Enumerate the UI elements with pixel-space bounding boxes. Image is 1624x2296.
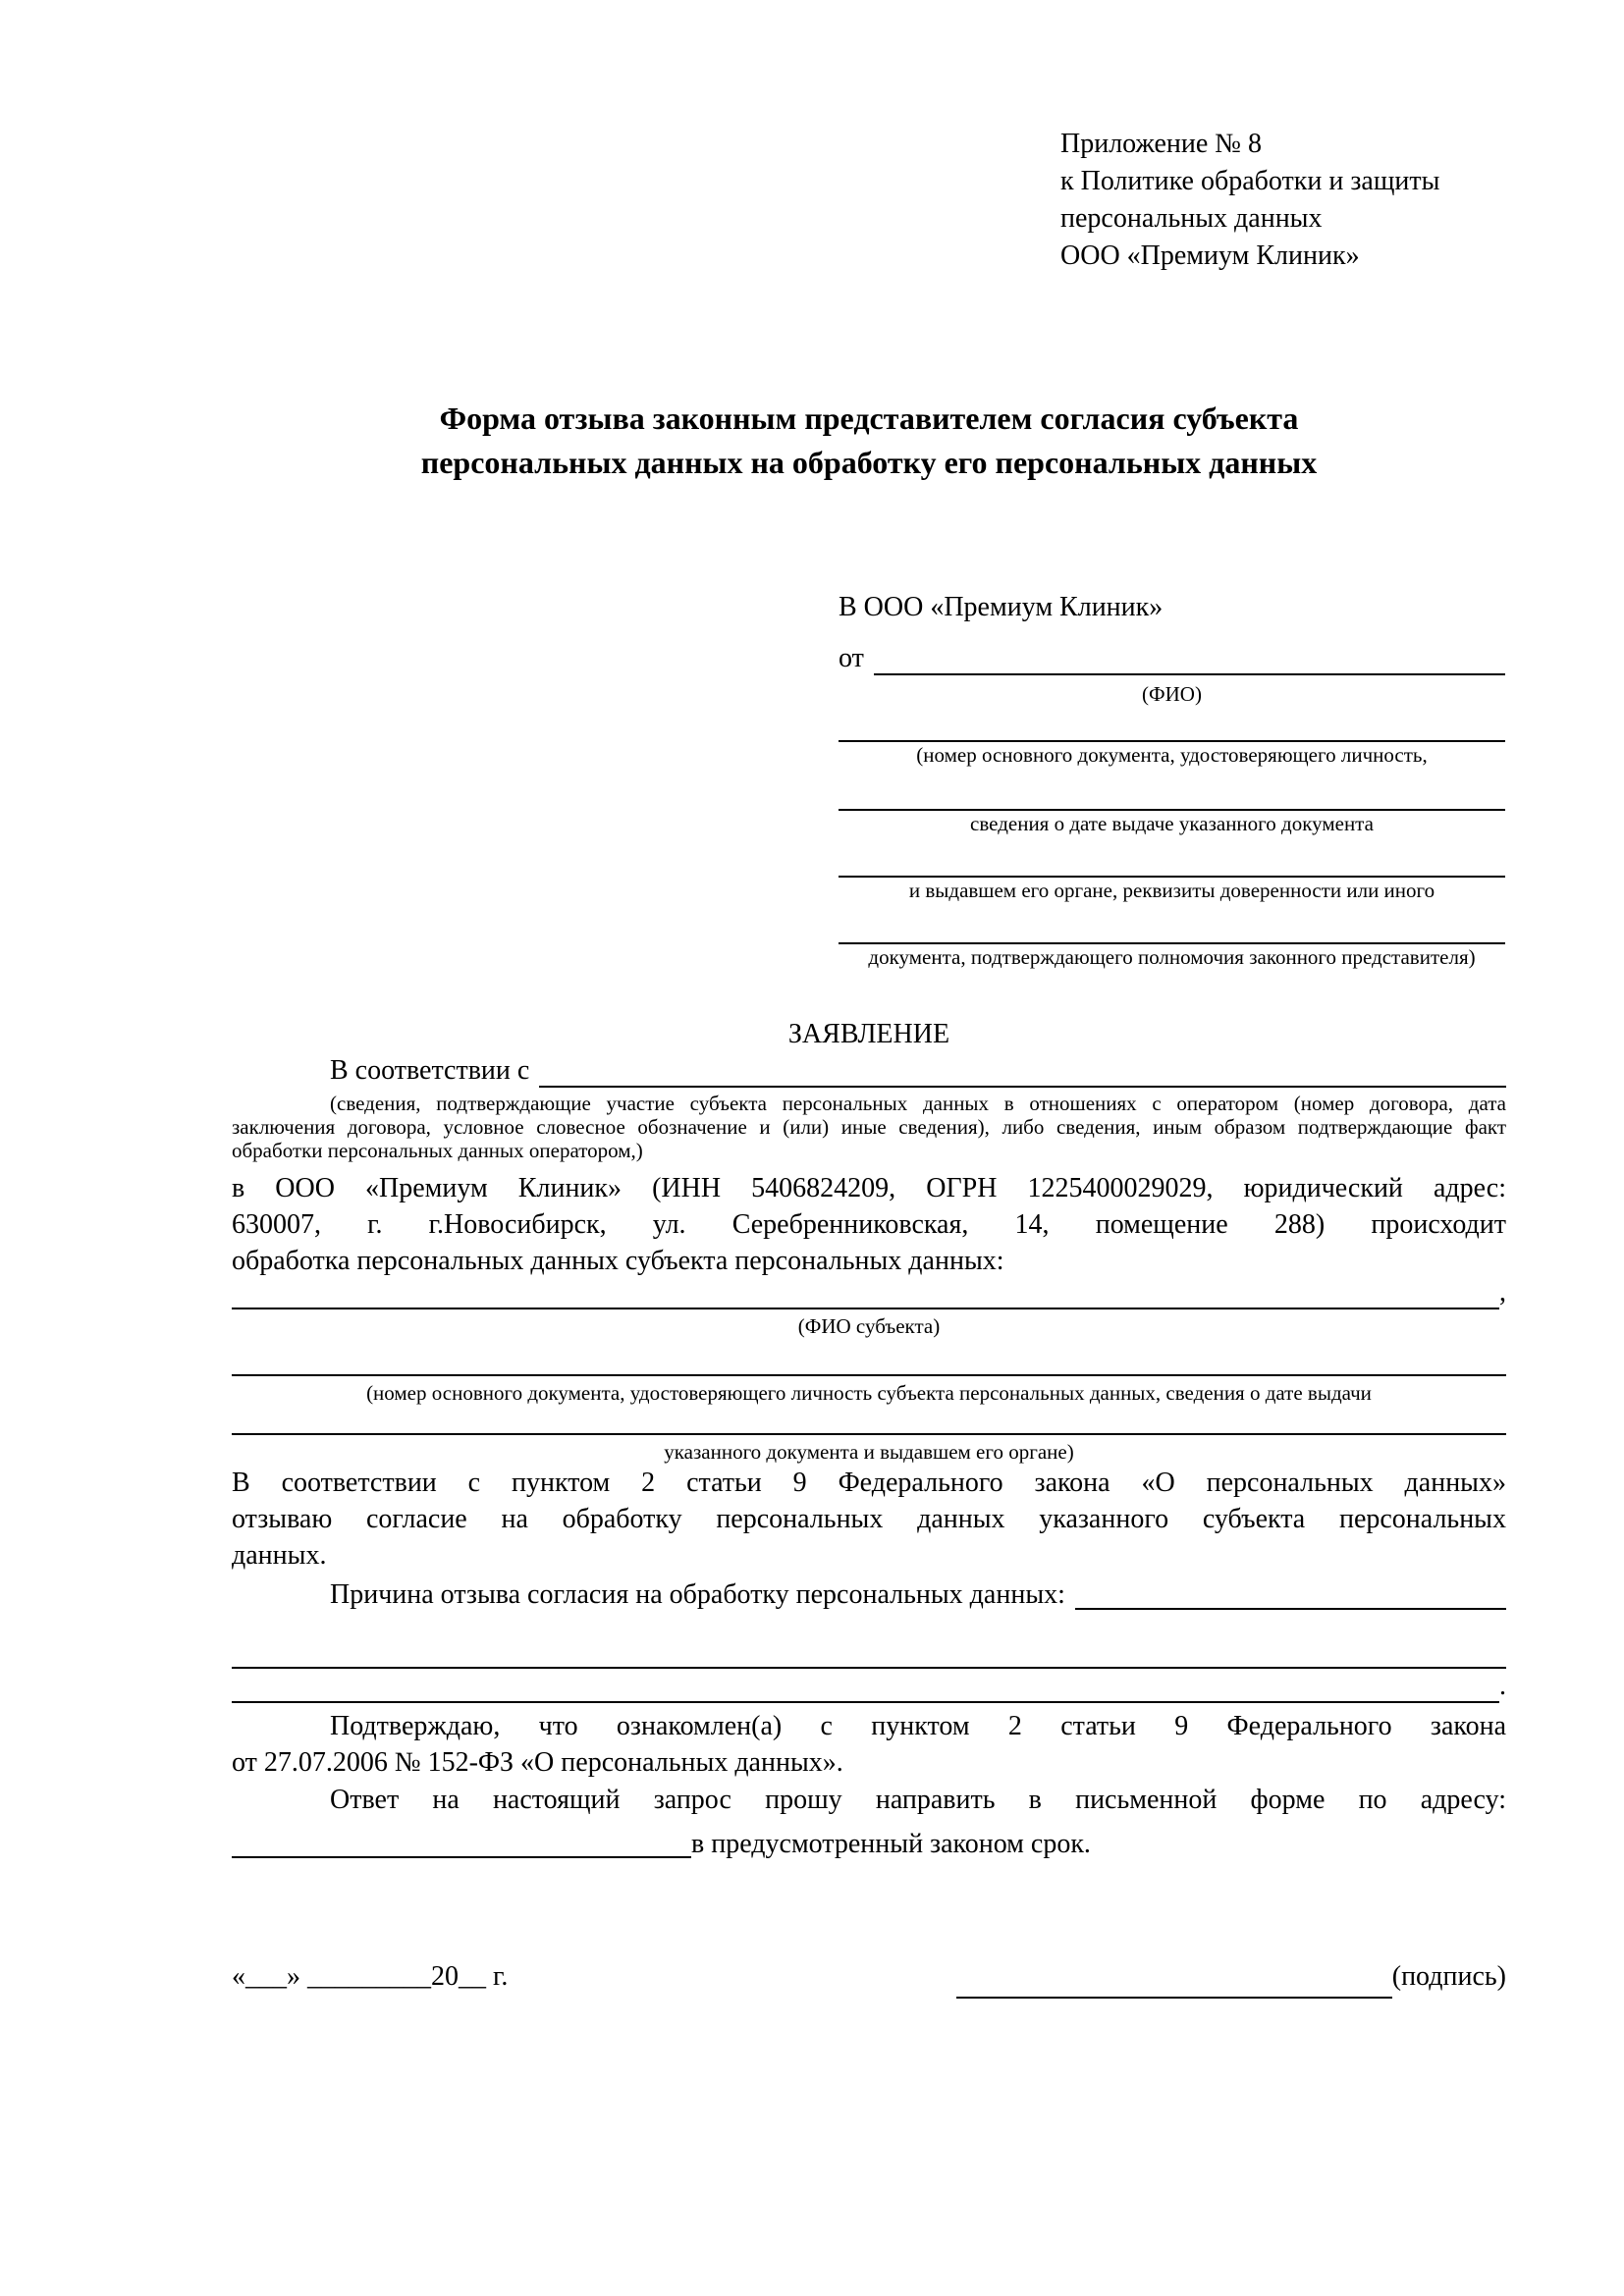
reply-address-row bbox=[232, 1824, 1506, 1865]
annex-line: ООО «Премиум Клиник» bbox=[1060, 240, 1360, 271]
statement-heading: ЗАЯВЛЕНИЕ bbox=[787, 1019, 950, 1049]
reason-blank-line-2 bbox=[232, 1637, 1506, 1669]
subject-fio-caption: (ФИО субъекта) bbox=[797, 1314, 941, 1338]
reason-prefix: Причина отзыва согласия на обработку персональных данных: bbox=[330, 1579, 1065, 1610]
signature-blank-line bbox=[956, 1963, 1392, 1999]
confirmation-paragraph-line: Подтверждаю, что ознакомлен(а) с пунктом 2 статьи 9 Федерального закона bbox=[330, 1711, 1506, 1741]
date-blank: «___» _________20__ г. bbox=[232, 1961, 509, 1992]
accordance-prefix: В соответствии с bbox=[330, 1055, 530, 1086]
operator-paragraph-line: обработка персональных данных субъекта персональных данных: bbox=[232, 1246, 1004, 1276]
operator-paragraph-line: 630007, г. г.Новосибирск, ул. Серебренниковская, 14, помещение 288) происходит bbox=[232, 1209, 1506, 1240]
representative-fio-blank-line bbox=[874, 640, 1505, 675]
representative-doc-caption-4: документа, подтверждающего полномочия законного представителя) bbox=[868, 945, 1476, 969]
confirmation-paragraph-line: от 27.07.2006 № 152-ФЗ «О персональных данных». bbox=[232, 1747, 843, 1778]
annex-line: Приложение № 8 bbox=[1060, 129, 1262, 159]
reason-blank-line bbox=[1075, 1576, 1506, 1610]
withdrawal-paragraph bbox=[232, 1465, 1506, 1574]
confirmation-paragraph bbox=[232, 1708, 1506, 1781]
document-title bbox=[232, 397, 1506, 485]
annex-line: персональных данных bbox=[1060, 203, 1323, 234]
addressee-organization: В ООО «Премиум Клиник» bbox=[839, 592, 1164, 622]
subject-fio-blank-line bbox=[232, 1276, 1499, 1309]
reason-blank-line-3 bbox=[232, 1670, 1499, 1703]
document-title-line: Форма отзыва законным представителем согласия субъекта bbox=[439, 400, 1299, 436]
representative-doc-caption-3: и выдавшем его органе, реквизиты доверенности или иного bbox=[908, 879, 1435, 902]
representative-doc-blank-line-2 bbox=[839, 781, 1505, 811]
note-line: заключения договора, условное словесное обозначение и (или) иные сведения), либо сведения, иным образом подтверждающие факт bbox=[232, 1115, 1506, 1139]
representative-doc-blank-line-1 bbox=[839, 713, 1505, 742]
subject-doc-caption-1: (номер основного документа, удостоверяющего личность субъекта персональных данных, сведения о дате выдачи bbox=[366, 1381, 1372, 1405]
representative-doc-caption-1: (номер основного документа, удостоверяющего личность, bbox=[916, 743, 1428, 767]
document-title-line: персональных данных на обработку его персональных данных bbox=[420, 445, 1318, 480]
operator-paragraph bbox=[232, 1170, 1506, 1279]
fio-caption: (ФИО) bbox=[1142, 682, 1202, 706]
operator-paragraph-line: в ООО «Премиум Клиник» (ИНН 5406824209, ОГРН 1225400029029, юридический адрес: bbox=[232, 1173, 1506, 1203]
subject-doc-blank-line-1 bbox=[232, 1345, 1506, 1376]
accordance-row bbox=[232, 1052, 1506, 1094]
from-label: от bbox=[839, 643, 864, 673]
addressee-block bbox=[839, 589, 1505, 970]
withdrawal-paragraph-line: В соответствии с пунктом 2 статьи 9 Федерального закона «О персональных данных» bbox=[232, 1468, 1506, 1498]
subject-fio-comma: , bbox=[1499, 1277, 1506, 1308]
reply-suffix: в предусмотренный законом срок. bbox=[691, 1829, 1091, 1859]
note-line: обработки персональных данных оператором,) bbox=[232, 1139, 643, 1162]
signature-caption: (подпись) bbox=[1391, 1961, 1506, 1992]
reply-address-blank-line bbox=[232, 1824, 691, 1858]
note-line: (сведения, подтверждающие участие субъекта персональных данных в отношениях с оператором (номер договора, дата bbox=[330, 1092, 1506, 1115]
representative-doc-caption-2: сведения о дате выдаче указанного документа bbox=[970, 812, 1374, 835]
annex-block bbox=[1060, 126, 1522, 275]
reason-blank-row-3 bbox=[232, 1670, 1506, 1703]
representative-doc-blank-line-4 bbox=[839, 915, 1505, 944]
reply-request-line: Ответ на настоящий запрос прошу направить в письменной форме по адресу: bbox=[330, 1785, 1506, 1815]
reason-row bbox=[232, 1576, 1506, 1616]
subject-doc-blank-line-2 bbox=[232, 1404, 1506, 1435]
footer-row bbox=[232, 1955, 1506, 1999]
annex-line: к Политике обработки и защиты bbox=[1060, 166, 1440, 196]
withdrawal-paragraph-line: отзываю согласие на обработку персональных данных указанного субъекта персональных bbox=[232, 1504, 1506, 1534]
accordance-blank-line bbox=[539, 1052, 1506, 1088]
signature-group bbox=[956, 1955, 1506, 1999]
subject-fio-row bbox=[232, 1276, 1506, 1309]
accordance-note bbox=[232, 1092, 1506, 1162]
withdrawal-paragraph-line: данных. bbox=[232, 1540, 327, 1571]
subject-doc-caption-2: указанного документа и выдавшем его органе) bbox=[664, 1440, 1074, 1464]
from-row bbox=[839, 640, 1505, 681]
reason-period: . bbox=[1499, 1671, 1506, 1701]
representative-doc-blank-line-3 bbox=[839, 848, 1505, 878]
